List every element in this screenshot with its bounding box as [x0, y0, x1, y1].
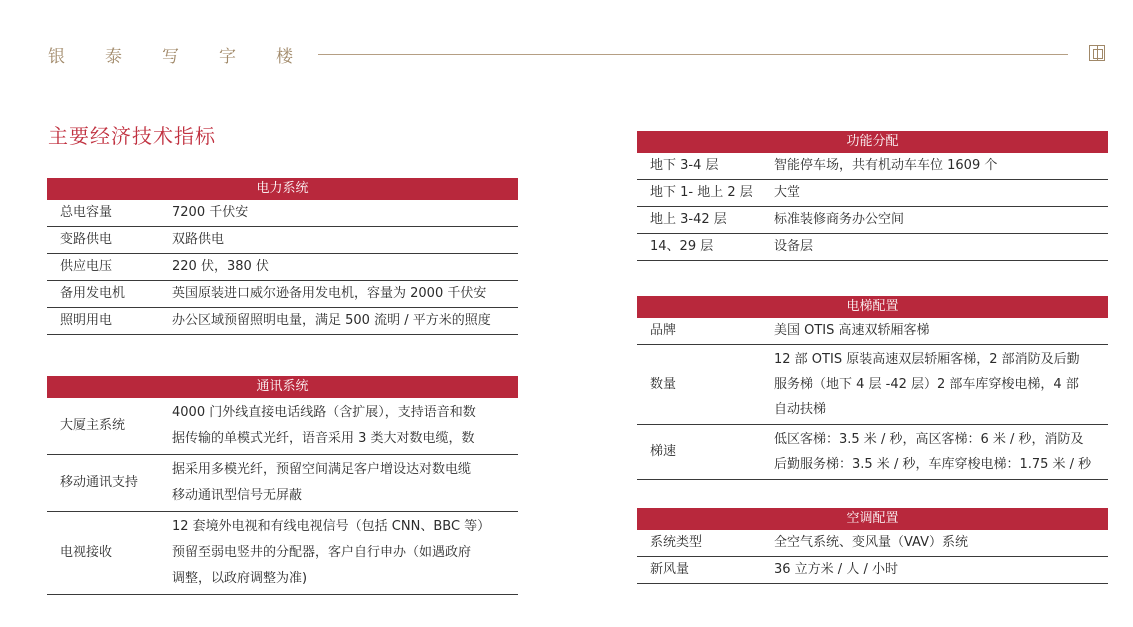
table-row: [637, 153, 1108, 180]
table-header: 功能分配: [637, 131, 1108, 153]
row-value: 美国 OTIS 高速双轿厢客梯: [774, 323, 930, 338]
row-value-line: 低区客梯：3.5 米 / 秒，高区客梯：6 米 / 秒，消防及: [774, 432, 1084, 447]
row-value: 大堂: [774, 185, 801, 200]
table-row: [637, 425, 1108, 480]
row-key: 大厦主系统: [60, 418, 126, 433]
row-key: 照明用电: [60, 313, 113, 328]
brand-name: [48, 42, 295, 67]
row-key: 数量: [650, 376, 677, 392]
page-title: 主要经济技术指标: [48, 124, 216, 148]
row-value-line: 据传输的单模式光纤，语音采用 3 类大对数电缆，数: [172, 431, 475, 446]
row-key: 梯速: [650, 444, 677, 459]
row-value-line: 服务梯（地下 4 层 -42 层）2 部车库穿梭电梯，4 部: [774, 377, 1079, 392]
table-row: [47, 512, 518, 595]
brand-char: 楼: [276, 47, 295, 67]
brand-char: 字: [219, 47, 238, 67]
row-key: 总电容量: [60, 205, 113, 220]
row-value-line: 12 部 OTIS 原装高速双层轿厢客梯，2 部消防及后勤: [774, 352, 1080, 367]
row-key: 地下 3-4 层: [650, 158, 719, 173]
row-key: 备用发电机: [60, 286, 126, 301]
table-row: [47, 455, 518, 512]
table-row: [47, 308, 518, 335]
row-key: 品牌: [650, 323, 677, 338]
row-value-line: 移动通讯型信号无屏蔽: [172, 488, 303, 503]
row-key: 新风量: [650, 562, 690, 577]
row-value-line: 预留至弱电竖井的分配器，客户自行申办（如遇政府: [172, 545, 472, 560]
row-value: [172, 398, 518, 454]
row-value: 双路供电: [172, 232, 225, 247]
row-value: [172, 512, 518, 594]
function-table: [637, 131, 1108, 261]
row-key: 电视接收: [60, 545, 113, 560]
table-row: [47, 200, 518, 227]
brand-char: 银: [48, 47, 67, 67]
row-value-line: 4000 门外线直接电话线路（含扩展），支持语音和数: [172, 405, 476, 420]
brand-char: 写: [162, 47, 181, 67]
row-key: 变路供电: [60, 232, 113, 247]
logo-icon: [1089, 45, 1105, 61]
row-value-line: 12 套境外电视和有线电视信号（包括 CNN、BBC 等）: [172, 519, 491, 534]
row-value: 全空气系统、变风量（VAV）系统: [774, 535, 969, 550]
row-value: 英国原装进口威尔逊备用发电机，容量为 2000 千伏安: [172, 286, 487, 301]
table-row: [47, 398, 518, 455]
row-value-line: 据采用多模光纤，预留空间满足客户增设达对数电缆: [172, 462, 472, 477]
table-header: 通讯系统: [47, 376, 518, 398]
row-key: 14、29 层: [650, 239, 714, 254]
row-key: 供应电压: [60, 259, 113, 274]
lift-table: [637, 296, 1108, 480]
row-value: 7200 千伏安: [172, 205, 249, 220]
table-header: 空调配置: [637, 508, 1108, 530]
row-value: [774, 345, 1108, 424]
row-value-line: 后勤服务梯：3.5 米 / 秒，车库穿梭电梯：1.75 米 / 秒: [774, 457, 1092, 472]
row-value: [774, 425, 1108, 479]
row-key: 地下 1- 地上 2 层: [650, 185, 753, 200]
table-row: [637, 207, 1108, 234]
row-key: 移动通讯支持: [60, 475, 139, 490]
table-row: [637, 530, 1108, 557]
table-row: [47, 281, 518, 308]
hvac-table: [637, 508, 1108, 584]
table-row: [47, 254, 518, 281]
row-key: 地上 3-42 层: [650, 212, 727, 227]
table-row: [637, 318, 1108, 345]
row-value: 智能停车场，共有机动车车位 1609 个: [774, 158, 998, 173]
row-value-line: 自动扶梯: [774, 402, 827, 417]
table-row: [637, 180, 1108, 207]
row-key: 系统类型: [650, 535, 703, 550]
row-value-line: 调整，以政府调整为准): [172, 571, 308, 586]
table-row: [637, 234, 1108, 261]
row-value: 36 立方米 / 人 / 小时: [774, 562, 898, 577]
comm-table: [47, 376, 518, 595]
table-row: [637, 557, 1108, 584]
row-value: [172, 455, 518, 511]
row-value: 设备层: [774, 239, 814, 254]
table-header: 电梯配置: [637, 296, 1108, 318]
power-table: [47, 178, 518, 335]
header-divider: [318, 54, 1068, 55]
table-row: [637, 345, 1108, 425]
brand-char: 泰: [105, 47, 124, 67]
row-value: 标准装修商务办公空间: [774, 212, 905, 227]
table-row: [47, 227, 518, 254]
row-value: 220 伏，380 伏: [172, 259, 269, 274]
table-header: 电力系统: [47, 178, 518, 200]
row-value: 办公区域预留照明电量，满足 500 流明 / 平方米的照度: [172, 313, 491, 328]
